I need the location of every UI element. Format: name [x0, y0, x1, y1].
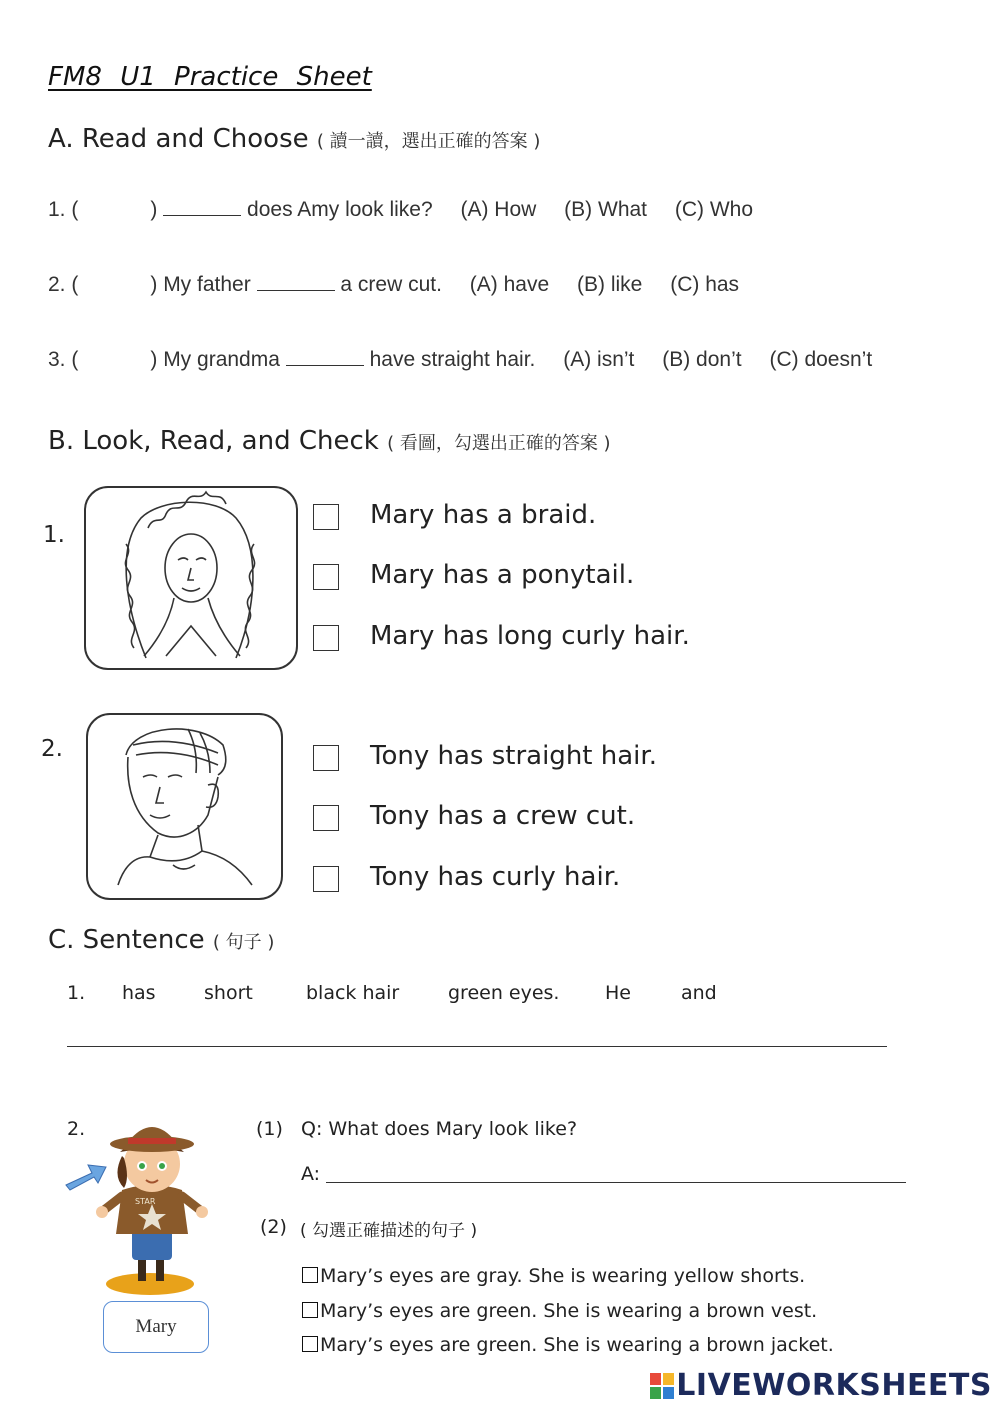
scrambled-word: He — [605, 982, 631, 1004]
section-a-title: A. Read and Choose — [48, 124, 309, 154]
option-a: (A) How — [460, 198, 537, 221]
question-number: 1. ( — [48, 198, 79, 221]
choice-row-3 — [302, 1334, 834, 1356]
section-c-subtitle: ( 句子 ) — [212, 932, 275, 953]
option-b1-1: Mary has a braid. — [370, 500, 597, 530]
checkbox-b1-opt3[interactable] — [313, 625, 339, 651]
section-a-heading — [48, 124, 540, 154]
fill-blank — [163, 195, 241, 216]
arrow-icon — [64, 1159, 108, 1195]
option-b2-2: Tony has a crew cut. — [370, 801, 636, 831]
girl-illustration — [86, 488, 296, 668]
section-b-title: B. Look, Read, and Check — [48, 426, 379, 456]
question-close: ) — [150, 273, 158, 296]
section-b-heading — [48, 426, 611, 456]
c1-number: 1. — [67, 982, 86, 1004]
question-number: 3. ( — [48, 348, 79, 371]
option-b1-3: Mary has long curly hair. — [370, 621, 690, 651]
choice-row-1 — [302, 1265, 805, 1287]
fill-blank — [286, 345, 364, 366]
checkbox-b2-opt3[interactable] — [313, 866, 339, 892]
option-c: (C) doesn’t — [769, 348, 873, 371]
jacket-badge-text: STAR — [135, 1197, 156, 1206]
option-b2-1: Tony has straight hair. — [370, 741, 657, 771]
option-a: (A) isn’t — [563, 348, 635, 371]
option-b: (B) like — [577, 273, 643, 296]
question-text-before: My father — [163, 273, 251, 296]
item-b1-number: 1. — [43, 522, 65, 548]
answer-line-c1[interactable] — [67, 1046, 887, 1047]
option-b1-2: Mary has a ponytail. — [370, 560, 635, 590]
checkbox-choice-2[interactable] — [302, 1302, 318, 1318]
option-b: (B) don’t — [662, 348, 742, 371]
question-text: a crew cut. — [340, 273, 442, 296]
question-number: 2. ( — [48, 273, 79, 296]
choice-text: Mary’s eyes are gray. She is wearing yellow shorts. — [320, 1265, 806, 1287]
c2-answer-prefix: A: — [301, 1163, 321, 1185]
c2-sub1-number: (1) — [256, 1118, 283, 1140]
question-close: ) — [150, 198, 158, 221]
scrambled-word: has — [122, 982, 156, 1004]
c2-number: 2. — [67, 1118, 86, 1140]
c2-sub2-label: ( 勾選正確描述的句子 ) — [300, 1221, 478, 1241]
section-b-subtitle: ( 看圖，勾選出正確的答案 ) — [387, 433, 611, 454]
scrambled-word: black hair — [306, 982, 400, 1004]
worksheet-title: FM8 U1 Practice Sheet — [48, 62, 372, 92]
option-b2-3: Tony has curly hair. — [370, 862, 621, 892]
checkbox-choice-3[interactable] — [302, 1336, 318, 1352]
curly-hair-girl-image — [84, 486, 298, 670]
section-c-heading — [48, 925, 274, 955]
question-a3 — [48, 345, 872, 372]
scrambled-word: short — [204, 982, 253, 1004]
question-a1 — [48, 195, 753, 222]
question-a2 — [48, 270, 739, 297]
option-a: (A) have — [469, 273, 550, 296]
choice-text: Mary’s eyes are green. She is wearing a brown jacket. — [320, 1334, 834, 1356]
c2-sub2-number: (2) — [260, 1216, 287, 1238]
liveworksheets-logo — [650, 1368, 992, 1407]
mary-name-tag: Mary — [103, 1301, 209, 1353]
crew-cut-boy-image — [86, 713, 283, 900]
option-b: (B) What — [564, 198, 648, 221]
question-text: does Amy look like? — [247, 198, 433, 221]
fill-blank — [257, 270, 335, 291]
question-text-before: My grandma — [163, 348, 280, 371]
checkbox-b1-opt1[interactable] — [313, 504, 339, 530]
option-c: (C) Who — [674, 198, 754, 221]
scrambled-word: green eyes. — [448, 982, 560, 1004]
section-a-subtitle: ( 讀一讀，選出正確的答案 ) — [316, 131, 541, 152]
answer-line-c2[interactable] — [326, 1182, 906, 1183]
c2-question: Q: What does Mary look like? — [301, 1118, 578, 1140]
boy-illustration — [88, 715, 281, 898]
option-c: (C) has — [670, 273, 740, 296]
logo-text: LIVEWORKSHEETS — [676, 1368, 992, 1403]
question-text: have straight hair. — [369, 348, 536, 371]
question-close: ) — [150, 348, 158, 371]
checkbox-b2-opt2[interactable] — [313, 805, 339, 831]
choice-text: Mary’s eyes are green. She is wearing a brown vest. — [320, 1300, 818, 1322]
checkbox-b2-opt1[interactable] — [313, 745, 339, 771]
scrambled-word: and — [681, 982, 717, 1004]
item-b2-number: 2. — [41, 736, 63, 762]
mary-illustration — [62, 1112, 222, 1297]
logo-icon — [650, 1372, 674, 1407]
choice-row-2 — [302, 1300, 817, 1322]
section-c-title: C. Sentence — [48, 925, 205, 955]
checkbox-choice-1[interactable] — [302, 1267, 318, 1283]
checkbox-b1-opt2[interactable] — [313, 564, 339, 590]
